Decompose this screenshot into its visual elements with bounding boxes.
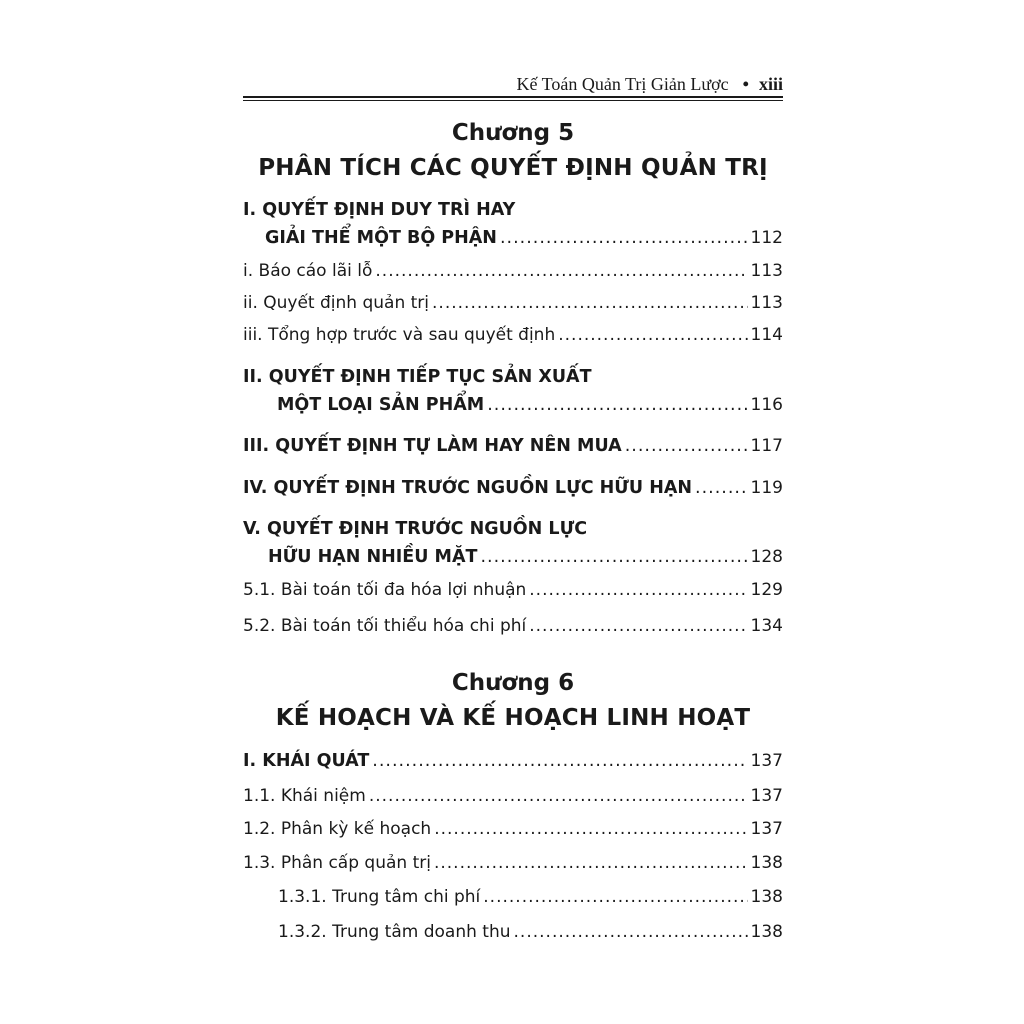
running-header [243,74,783,95]
toc-entry[interactable] [278,887,783,913]
toc-entry[interactable] [265,228,783,254]
book-title: Kế Toán Quản Trị Giản Lược [516,74,729,94]
toc-entry-text: 1.3.1. Trung tâm chi phí [278,887,481,907]
toc-entry-text: MỘT LOẠI SẢN PHẨM [277,395,485,415]
toc-entry-page: 128 [750,547,783,567]
toc-entry-text: GIẢI THỂ MỘT BỘ PHẬN [265,228,497,248]
toc-entry-page: 129 [750,580,783,600]
toc-entry[interactable] [243,751,783,777]
toc-entry-text: I. KHÁI QUÁT [243,751,370,771]
toc-leader-dots [529,616,747,636]
header-rule-thin [243,100,783,101]
toc-entry-page: 138 [750,922,783,942]
toc-entry-page: 137 [750,786,783,806]
chapter-5-label: Chương 5 [451,120,575,146]
toc-entry-text: 1.3. Phân cấp quản trị [243,853,431,873]
toc-entry[interactable] [243,616,783,642]
toc-heading-line1: II. QUYẾT ĐỊNH TIẾP TỤC SẢN XUẤT [243,367,592,387]
toc-entry-text: 5.1. Bài toán tối đa hóa lợi nhuận [243,580,527,600]
toc-entry[interactable] [278,922,783,948]
toc-entry-text: III. QUYẾT ĐỊNH TỰ LÀM HAY NÊN MUA [243,436,622,456]
toc-leader-dots [480,547,747,567]
toc-entry-page: 134 [750,616,783,636]
toc-entry-text: 5.2. Bài toán tối thiểu hóa chi phí [243,616,527,636]
page-number: xiii [758,74,783,94]
chapter-6-title: KẾ HOẠCH VÀ KẾ HOẠCH LINH HOẠT [275,705,751,731]
toc-entry-text: IV. QUYẾT ĐỊNH TRƯỚC NGUỒN LỰC HỮU HẠN [243,478,693,498]
toc-leader-dots [529,580,747,600]
toc-leader-dots [558,325,747,345]
toc-leader-dots [625,436,748,456]
toc-entry-page: 119 [750,478,783,498]
toc-entry[interactable] [243,786,783,812]
toc-heading-line1: V. QUYẾT ĐỊNH TRƯỚC NGUỒN LỰC [243,519,588,539]
toc-entry-text: i. Báo cáo lãi lỗ [243,261,373,281]
toc-leader-dots [375,261,747,281]
toc-entry[interactable] [243,819,783,845]
toc-entry-page: 114 [750,325,783,345]
toc-leader-dots [500,228,748,248]
toc-entry-text: ii. Quyết định quản trị [243,293,430,313]
toc-leader-dots [695,478,748,498]
toc-leader-dots [434,853,748,873]
toc-entry[interactable] [243,293,783,319]
toc-entry[interactable] [243,436,783,462]
toc-entry[interactable] [243,261,783,287]
toc-entry-text: 1.3.2. Trung tâm doanh thu [278,922,511,942]
toc-entry-page: 138 [750,887,783,907]
toc-entry[interactable] [268,547,783,573]
toc-entry-text: iii. Tổng hợp trước và sau quyết định [243,325,556,345]
toc-entry[interactable] [243,478,783,504]
toc-entry-page: 113 [750,261,783,281]
toc-entry-page: 137 [750,819,783,839]
toc-entry-page: 138 [750,853,783,873]
toc-entry[interactable] [243,580,783,606]
toc-entry-text: HỮU HẠN NHIỀU MẶT [268,547,478,567]
chapter-6-label: Chương 6 [451,670,575,696]
toc-entry[interactable] [243,325,783,351]
toc-leader-dots [483,887,747,907]
toc-entry-page: 116 [750,395,783,415]
toc-entry-text: 1.1. Khái niệm [243,786,366,806]
toc-entry-page: 112 [750,228,783,248]
toc-heading-line1: I. QUYẾT ĐỊNH DUY TRÌ HAY [243,200,516,220]
toc-leader-dots [434,819,747,839]
chapter-5-title: PHÂN TÍCH CÁC QUYẾT ĐỊNH QUẢN TRỊ [258,155,768,181]
toc-leader-dots [487,395,747,415]
header-bullet: • [742,74,749,94]
toc-entry-page: 113 [750,293,783,313]
toc-leader-dots [372,751,747,771]
toc-entry[interactable] [243,853,783,879]
toc-leader-dots [514,922,748,942]
toc-entry[interactable] [277,395,783,421]
toc-entry-page: 117 [750,436,783,456]
header-rule-thick [243,96,783,98]
toc-entry-page: 137 [750,751,783,771]
toc-leader-dots [432,293,748,313]
toc-leader-dots [369,786,748,806]
toc-entry-text: 1.2. Phân kỳ kế hoạch [243,819,432,839]
